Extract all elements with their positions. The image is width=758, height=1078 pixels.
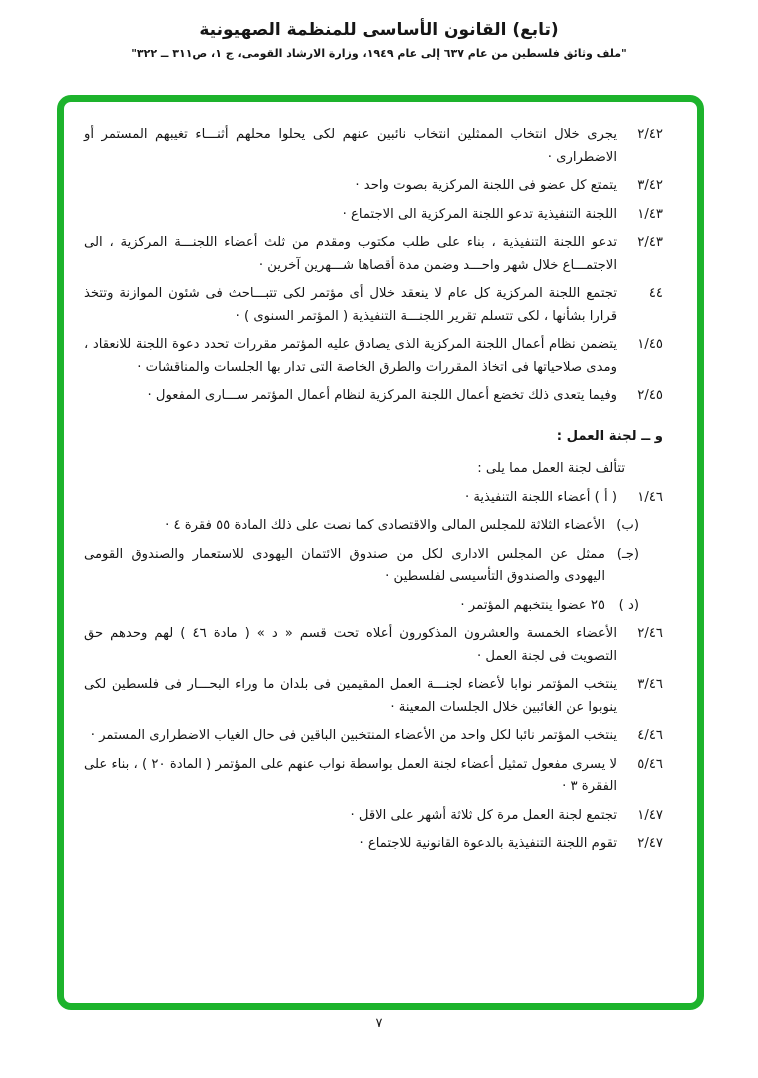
paragraph-number: ٢/٤٥	[637, 388, 663, 403]
paragraph-number: ١/٤٥	[637, 337, 663, 352]
green-highlight-border	[57, 95, 704, 1010]
paragraph-number: ٥/٤٦	[637, 756, 663, 772]
paragraph	[84, 515, 663, 538]
paragraph-text: تجتمع اللجنة المركزية كل عام لا ينعقد خلال أى مؤتمر لكى تتبـــاحث فى شئون الموازنة وتتخذ قرارا بشأنها ، لكى تتسلم تقرير اللجنـــة التنفيذية ( المؤتمر السنوى ) ·	[84, 286, 617, 324]
paragraph-number: ١/٤٣	[637, 206, 663, 222]
page-number: ٧	[375, 1016, 383, 1031]
paragraph-text: لا يسرى مفعول تمثيل أعضاء لجنة العمل بواسطة نواب عنهم على المؤتمر ( المادة ٢٠ ) ، بناء على الفقرة ٣ ·	[84, 756, 618, 794]
paragraph	[84, 232, 663, 277]
paragraph	[84, 385, 663, 408]
paragraph-number: ٢/٤٧	[637, 836, 663, 851]
paragraph-text: يتمتع كل عضو فى اللجنة المركزية بصوت واحد ·	[355, 178, 617, 193]
paragraph	[84, 674, 663, 719]
paragraph-text: يجرى خلال انتخاب الممثلين انتخاب نائبين عنهم لكى يحلوا محلهم أثنـــاء تغيبهم المستمر أو الاضطرارى ·	[84, 127, 617, 165]
paragraph	[84, 283, 663, 328]
paragraph-number: (ب)	[616, 518, 639, 533]
paragraph	[84, 805, 663, 828]
document-header	[0, 0, 758, 60]
paragraph-text: تقوم اللجنة التنفيذية بالدعوة القانونية للاجتماع ·	[359, 836, 617, 851]
paragraph-text: الأعضاء الثلاثة للمجلس المالى والاقتصادى كما نصت على ذلك المادة ٥٥ فقرة ٤ ·	[165, 518, 605, 533]
paragraph	[84, 595, 663, 618]
paragraph-text: تجتمع لجنة العمل مرة كل ثلاثة أشهر على الاقل ·	[350, 807, 617, 823]
paragraph-text: يتضمن نظام أعمال اللجنة المركزية الذى يصادق عليه المؤتمر مقررات تحدد دعوة اللجنة للانعقاد ، ومدى صلاحياتها فى اتخاذ المقررات والطرق الخاصة التى تدار بها الجلسات والمناقشات ·	[84, 337, 617, 375]
paragraph-number: (جـ)	[616, 546, 639, 562]
paragraph	[84, 175, 663, 198]
paragraph	[84, 623, 663, 668]
paragraph-text: تتألف لجنة العمل مما يلى :	[477, 461, 625, 476]
paragraph	[84, 725, 663, 748]
paragraph	[84, 754, 663, 799]
paragraph	[84, 487, 663, 510]
paragraph-number: ٢/٤٢	[637, 127, 663, 142]
paragraph-number: ٤/٤٦	[637, 728, 663, 743]
paragraph-text: ممثل عن المجلس الادارى لكل من صندوق الائتمان اليهودى للاستعمار والصندوق القومى اليهودى والصندوق التأسيسى لفلسطين ·	[84, 546, 605, 584]
paragraph-number: ٣/٤٦	[637, 677, 663, 692]
paragraph-number: ١/٤٧	[637, 807, 663, 823]
paragraph-number: ١/٤٦	[637, 489, 663, 505]
paragraph-text: ( أ ) أعضاء اللجنة التنفيذية ·	[464, 489, 617, 505]
paragraph	[84, 458, 663, 481]
paragraph-text: تدعو اللجنة التنفيذية ، بناء على طلب مكتوب ومقدم من ثلث أعضاء اللجنـــة المركزية ، الى الاجتمـــاع خلال شهر واحـــد وضمن مدة أقصاها شـــهرين آخرين ·	[84, 235, 617, 273]
paragraph-text: اللجنة التنفيذية تدعو اللجنة المركزية الى الاجتماع ·	[342, 206, 617, 222]
paragraph-number: ٢/٤٣	[637, 235, 663, 250]
paragraph-number: ٣/٤٢	[637, 178, 663, 193]
paragraph-number: (د )	[618, 597, 639, 613]
paragraph	[84, 426, 663, 449]
paragraph-text: و ــ لجنة العمل :	[556, 428, 663, 444]
paragraph-number: ٢/٤٦	[637, 626, 663, 641]
document-body	[64, 102, 697, 870]
paragraph	[84, 204, 663, 227]
page-title: (تابع) القانون الأساسى للمنظمة الصهيونية	[199, 20, 559, 40]
paragraph	[84, 833, 663, 856]
paragraph-text: وفيما يتعدى ذلك تخضع أعمال اللجنة المركزية لنظام أعمال المؤتمر ســـارى المفعول ·	[147, 388, 617, 403]
paragraph-number: ٤٤	[648, 286, 663, 301]
paragraph	[84, 544, 663, 589]
paragraph	[84, 124, 663, 169]
paragraph-text: ينتخب المؤتمر نائبا لكل واحد من الأعضاء المنتخبين الباقين فى حال الغياب الاضطرارى المستمر ·	[90, 728, 617, 743]
paragraph-text: ٢٥ عضوا ينتخبهم المؤتمر ·	[460, 597, 605, 613]
page-subtitle: "ملف وثائق فلسطين من عام ٦٣٧ إلى عام ١٩٤٩، وزارة الارشاد القومى، ج ١، ص٣١١ ــ ٣٢٢"	[131, 47, 627, 60]
paragraph-text: الأعضاء الخمسة والعشرون المذكورون أعلاه تحت قسم « د » ( مادة ٤٦ ) لهم وحدهم حق التصويت فى لجنة العمل ·	[84, 626, 617, 664]
paragraph-text: ينتخب المؤتمر نوابا لأعضاء لجنـــة العمل المقيمين فى بلدان ما وراء البحـــار فى فلسطين لكى ينوبوا عن الغائبين خلال الجلسات المعينة ·	[84, 677, 617, 715]
paragraph	[84, 334, 663, 379]
